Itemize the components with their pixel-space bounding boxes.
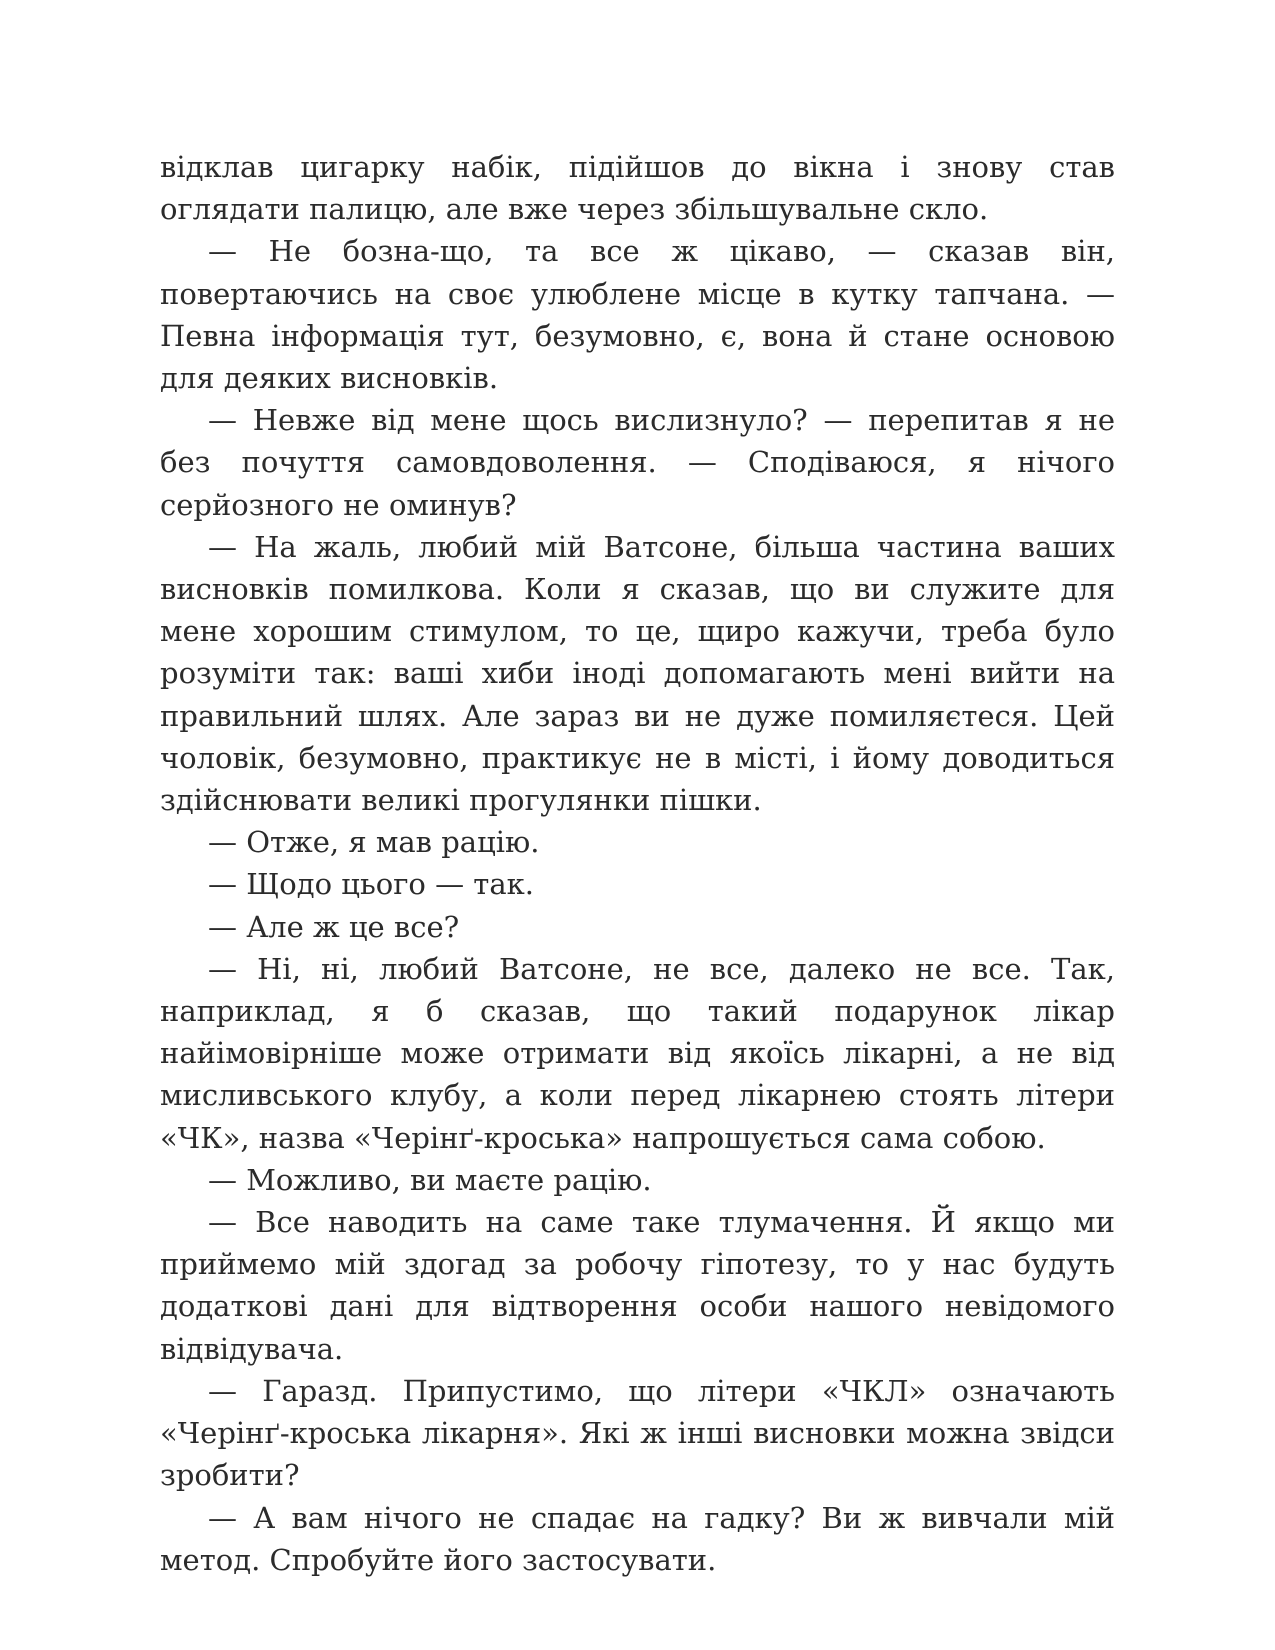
paragraph-1: відклав цигарку набік, підійшов до вікна і знову став оглядати палицю, але вже через збільшувальне скло. [160, 150, 1115, 227]
paragraph-11: — Гаразд. Припустимо, що літери «ЧКЛ» означають «Черінґ-кроська лікарня». Які ж інші висновки можна звідси зробити? [160, 1373, 1115, 1493]
paragraph-2: — Не бозна-що, та все ж цікаво, — сказав він, повертаючись на своє улюблене місце в кутку тапчана. — Певна інформація тут, безумовно, є, вона й стане основою для деяких висновків. [160, 234, 1115, 396]
paragraph-4: — На жаль, любий мій Ватсоне, більша частина ваших висновків помилкова. Коли я сказав, що ви служите для мене хорошим стимулом, то це, щиро кажучи, треба було розуміти так: ваші хиби іноді допомагають мені вийти на правильний шлях. Але зараз ви не дуже помиляєтеся. Цей чоловік, безумовно, практикує не в місті, і йому доводиться здійснювати великі прогулянки пішки. [160, 529, 1115, 818]
paragraph-3: — Невже від мене щось вислизнуло? — перепитав я не без почуття самовдоволення. — Сподіваюся, я нічого серйозного не оминув? [160, 403, 1115, 522]
paragraph-8: — Ні, ні, любий Ватсоне, не все, далеко не все. Так, наприклад, я б сказав, що такий подарунок лікар найімовірніше може отримати від якоїсь лікарні, а не від мисливського клубу, а коли перед лікарнею стоять літери «ЧК», назва «Черінґ-кроська» напрошується сама собою. [160, 951, 1115, 1155]
paragraph-12: — А вам нічого не спадає на гадку? Ви ж вивчали мій метод. Спробуйте його застосувати. [160, 1500, 1115, 1577]
paragraph-7: — Але ж це все? [208, 909, 460, 944]
book-page [160, 146, 1115, 1581]
paragraph-6: — Щодо цього — так. [208, 867, 534, 902]
paragraph-5: — Отже, я мав рацію. [208, 825, 540, 860]
paragraph-10: — Все наводить на саме таке тлумачення. Й якщо ми приймемо мій здогад за робочу гіпотезу, то у нас будуть додаткові дані для відтворення особи нашого невідомого відвідувача. [160, 1205, 1115, 1366]
paragraph-9: — Можливо, ви маєте рацію. [208, 1162, 652, 1197]
